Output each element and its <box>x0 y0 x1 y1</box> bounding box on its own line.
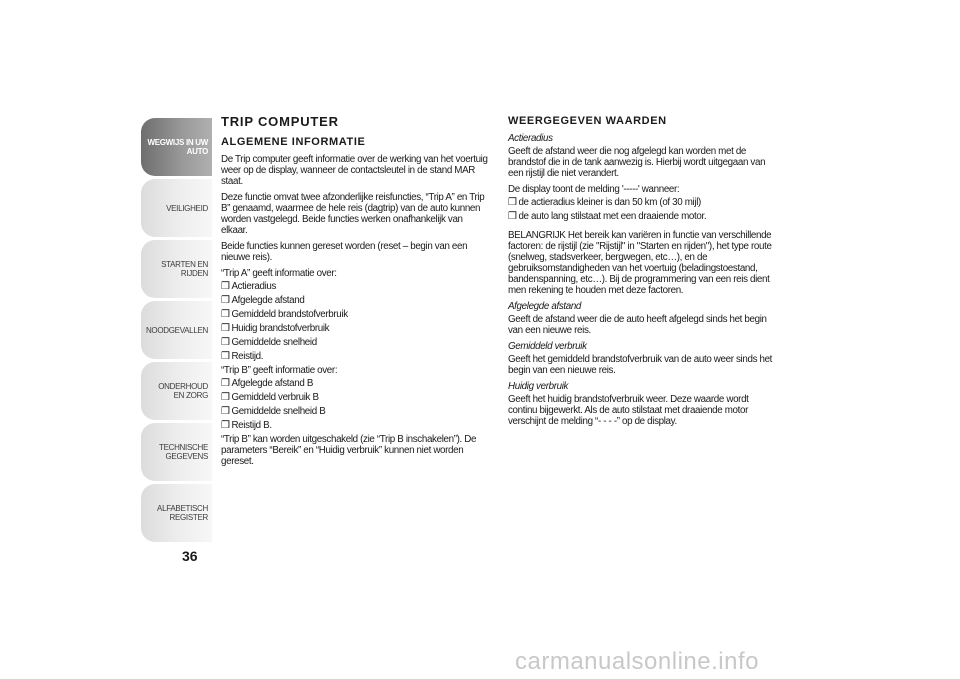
checkbox-bullet-icon: ❒ <box>221 281 230 292</box>
paragraph: Beide functies kunnen gereset worden (reset – begin van een nieuwe reis). <box>221 241 468 263</box>
list-item: ❒ Reistijd. <box>221 351 264 362</box>
left-column <box>221 116 491 472</box>
subsection-heading: Actieradius <box>508 133 553 144</box>
paragraph: “Trip B” kan worden uitgeschakeld (zie “Trip B inschakelen”). De parameters “Bereik” en “Huidig verbruik” kunnen niet worden gereset. <box>221 434 477 467</box>
checkbox-bullet-icon: ❒ <box>221 420 230 431</box>
subsection-heading: Gemiddeld verbruik <box>508 341 587 352</box>
paragraph: Geeft het huidig brandstofverbruik weer. Deze waarde wordt continu bijgewerkt. Als de auto stilstaat met draaiende motor verschijnt de melding “- - - -” op de display. <box>508 394 749 427</box>
checkbox-bullet-icon: ❒ <box>221 378 230 389</box>
checkbox-bullet-icon: ❒ <box>221 337 230 348</box>
list-item: ❒ Huidig brandstofverbruik <box>221 323 330 334</box>
checkbox-bullet-icon: ❒ <box>221 392 230 403</box>
chapter-tab-veiligheid[interactable] <box>141 179 212 237</box>
checkbox-bullet-icon: ❒ <box>221 309 230 320</box>
checkbox-bullet-icon: ❒ <box>221 406 230 417</box>
chapter-tab-label: WEGWIJS IN UW AUTO <box>147 138 208 156</box>
watermark: carmanualsonline.info <box>515 648 759 675</box>
checkbox-bullet-icon: ❒ <box>221 295 230 306</box>
checkbox-bullet-icon: ❒ <box>221 351 230 362</box>
subsection-heading: Afgelegde afstand <box>508 301 582 312</box>
list-item: ❒ Reistijd B. <box>221 420 272 431</box>
list-item: ❒ de auto lang stilstaat met een draaiende motor. <box>508 211 707 222</box>
paragraph: “Trip A” geeft informatie over: <box>221 268 337 279</box>
section-title: WEERGEGEVEN WAARDEN <box>508 115 667 127</box>
important-note: BELANGRIJK Het bereik kan variëren in functie van verschillende factoren: de rijstijl (zie "Rijstijl" in "Starten en rijden"), het type route (snelweg, stadsverkeer, bergwegen, etc…), en de gebruiksomstandigheden van het voertuig (beladingstoestand, bandenspanning, etc…). Bij de programmering van een reis dient men rekening te houden met deze factoren. <box>508 230 772 296</box>
section-subtitle: ALGEMENE INFORMATIE <box>221 136 366 148</box>
page-number: 36 <box>182 548 198 564</box>
list-item: ❒ Actieradius <box>221 281 277 292</box>
list-item: ❒ Afgelegde afstand B <box>221 378 314 389</box>
paragraph: De Trip computer geeft informatie over de werking van het voertuig weer op de display, wanneer de contactsleutel in de stand MAR staat. <box>221 154 488 187</box>
chapter-tab-label: NOODGEVALLEN <box>145 325 208 335</box>
chapter-tab-label: TECHNISCHE GEGEVENS <box>158 443 208 461</box>
chapter-tab-noodgevallen[interactable] <box>141 301 212 359</box>
chapter-tab-label: ONDERHOUD EN ZORG <box>158 382 208 400</box>
chapter-tab-technische[interactable] <box>141 423 212 481</box>
chapter-tab-register[interactable] <box>141 484 212 542</box>
list-item: ❒ Afgelegde afstand <box>221 295 305 306</box>
chapter-tab-starten[interactable] <box>141 240 212 298</box>
list-item: ❒ Gemiddeld brandstofverbruik <box>221 309 348 320</box>
checkbox-bullet-icon: ❒ <box>508 211 517 222</box>
chapter-tab-label: STARTEN EN RIJDEN <box>161 260 208 278</box>
checkbox-bullet-icon: ❒ <box>221 323 230 334</box>
subsection-heading: Huidig verbruik <box>508 381 569 392</box>
chapter-tab-label: ALFABETISCH REGISTER <box>157 504 208 522</box>
chapter-tab-wegwijs[interactable] <box>141 118 212 176</box>
paragraph: Geeft de afstand weer die de auto heeft afgelegd sinds het begin van een nieuwe reis. <box>508 314 767 336</box>
list-item: ❒ Gemiddelde snelheid B <box>221 406 326 417</box>
list-item: ❒ Gemiddelde snelheid <box>221 337 317 348</box>
chapter-tab-label: VEILIGHEID <box>166 203 208 213</box>
list-item: ❒ de actieradius kleiner is dan 50 km (of 30 mijl) <box>508 197 701 208</box>
chapter-sidebar <box>141 118 212 545</box>
paragraph: Geeft de afstand weer die nog afgelegd kan worden met de brandstof die in de tank aanwezig is. Hierbij wordt uitgegaan van een rijstijl die niet verandert. <box>508 146 766 179</box>
paragraph: Deze functie omvat twee afzonderlijke reisfuncties, “Trip A” en Trip B” genaamd, waarmee de hele reis (dagtrip) van de auto kunnen worden vastgelegd. Beide functies werken onafhankelijk van elkaar. <box>221 192 485 236</box>
chapter-tab-onderhoud[interactable] <box>141 362 212 420</box>
paragraph: Geeft het gemiddeld brandstofverbruik van de auto weer sinds het begin van een nieuwe reis. <box>508 354 773 376</box>
section-title: TRIP COMPUTER <box>221 114 339 129</box>
list-item: ❒ Gemiddeld verbruik B <box>221 392 319 403</box>
right-column <box>508 116 780 432</box>
paragraph: “Trip B” geeft informatie over: <box>221 365 338 376</box>
paragraph: De display toont de melding '-----' wanneer: <box>508 184 680 195</box>
checkbox-bullet-icon: ❒ <box>508 197 517 208</box>
